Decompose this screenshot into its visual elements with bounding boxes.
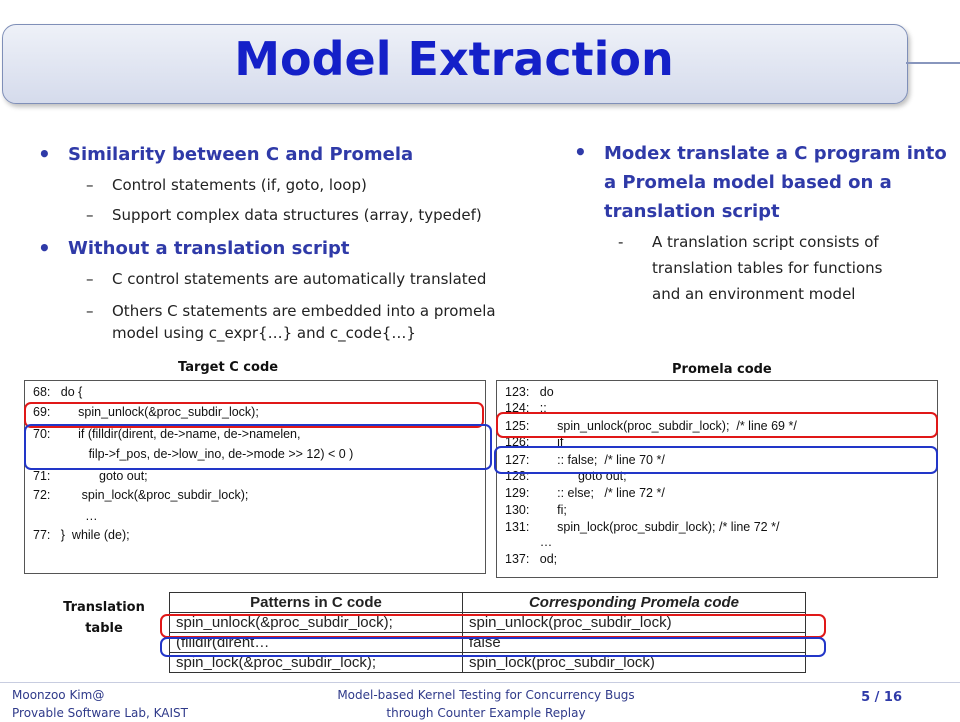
bullet-modex: • Modex translate a C program into a Promela model based on a translation script [574,140,947,222]
dash-icon: - [618,233,624,251]
sub-item-embedded-cont: model using c_expr{…} and c_code{…} [112,324,416,342]
table-cell: false [463,633,806,653]
page-number: 5 / 16 [861,690,902,705]
code-line: 71: goto out; [33,469,148,483]
bullet-without-script: • Without a translation script [38,236,350,260]
table-unlock-highlight [160,614,826,638]
table-filldir-highlight [160,637,826,657]
promela-false-highlight [494,446,938,474]
code-line: 129: :: else; /* line 72 */ [505,486,665,500]
code-line: 123: do [505,385,554,399]
sub-item-embedded: – Others C statements are embedded into a promela [86,302,496,320]
code-line: 130: fi; [505,503,567,517]
dash-icon: – [86,270,94,288]
code-line: filp->f_pos, de->low_ino, de->mode >> 12) < 0 ) [33,447,354,461]
code-line: 68: do { [33,385,83,399]
table-cell: spin_lock(&proc_subdir_lock); [170,653,463,673]
translation-table-label: Translation table [63,600,145,636]
dash-icon: – [86,206,94,224]
sub-item-script: - A translation script consists of translation tables for functions and an environment model [652,229,882,307]
c-code-label: Target C code [178,360,279,375]
code-line: 128: goto out; [505,469,627,483]
bullet-dot-icon: • [574,140,587,164]
code-line: 69: spin_unlock(&proc_subdir_lock); [33,405,259,419]
code-line: 70: if (filldir(dirent, de->name, de->namelen, [33,427,301,441]
dash-icon: – [86,176,94,194]
footer-author: Moonzoo Kim@ Provable Software Lab, KAIST [12,688,188,720]
code-line: 125: spin_unlock(proc_subdir_lock); /* line 69 */ [505,419,797,433]
code-line: … [33,509,98,523]
c-filldir-highlight [24,424,492,470]
promela-code-label: Promela code [672,362,772,377]
dash-icon: – [86,302,94,320]
table-cell: spin_unlock(&proc_subdir_lock); [170,613,463,633]
promela-code-box [496,380,938,578]
sub-item-data: – Support complex data structures (array, typedef) [86,206,482,224]
code-line: 124: :: [505,401,547,415]
code-line: 72: spin_lock(&proc_subdir_lock); [33,488,249,502]
table-cell: spin_unlock(proc_subdir_lock) [463,613,806,633]
column-header: Patterns in C code [170,593,463,613]
bullet-dot-icon: • [38,236,51,260]
footer-divider [0,682,960,683]
code-line: … [505,535,553,549]
table-cell: spin_lock(proc_subdir_lock) [463,653,806,673]
column-header: Corresponding Promela code [463,593,806,613]
sub-item-control: – Control statements (if, goto, loop) [86,176,367,194]
title-divider [906,62,960,64]
code-line: 137: od; [505,552,558,566]
bullet-similarity: • Similarity between C and Promela [38,142,414,166]
code-line: 126: if [505,435,564,449]
code-line: 131: spin_lock(proc_subdir_lock); /* line 72 */ [505,520,780,534]
promela-unlock-highlight [496,412,938,438]
sub-item-auto: – C control statements are automatically translated [86,270,487,288]
table-header-row [170,593,806,613]
slide-title: Model Extraction [234,32,674,86]
bullet-dot-icon: • [38,142,51,166]
code-line: 127: :: false; /* line 70 */ [505,453,665,467]
footer-talk-title: Model-based Kernel Testing for Concurrency Bugs through Counter Example Replay [337,688,635,720]
table-cell: (filldir(dirent… [170,633,463,653]
code-line: 77: } while (de); [33,528,130,542]
